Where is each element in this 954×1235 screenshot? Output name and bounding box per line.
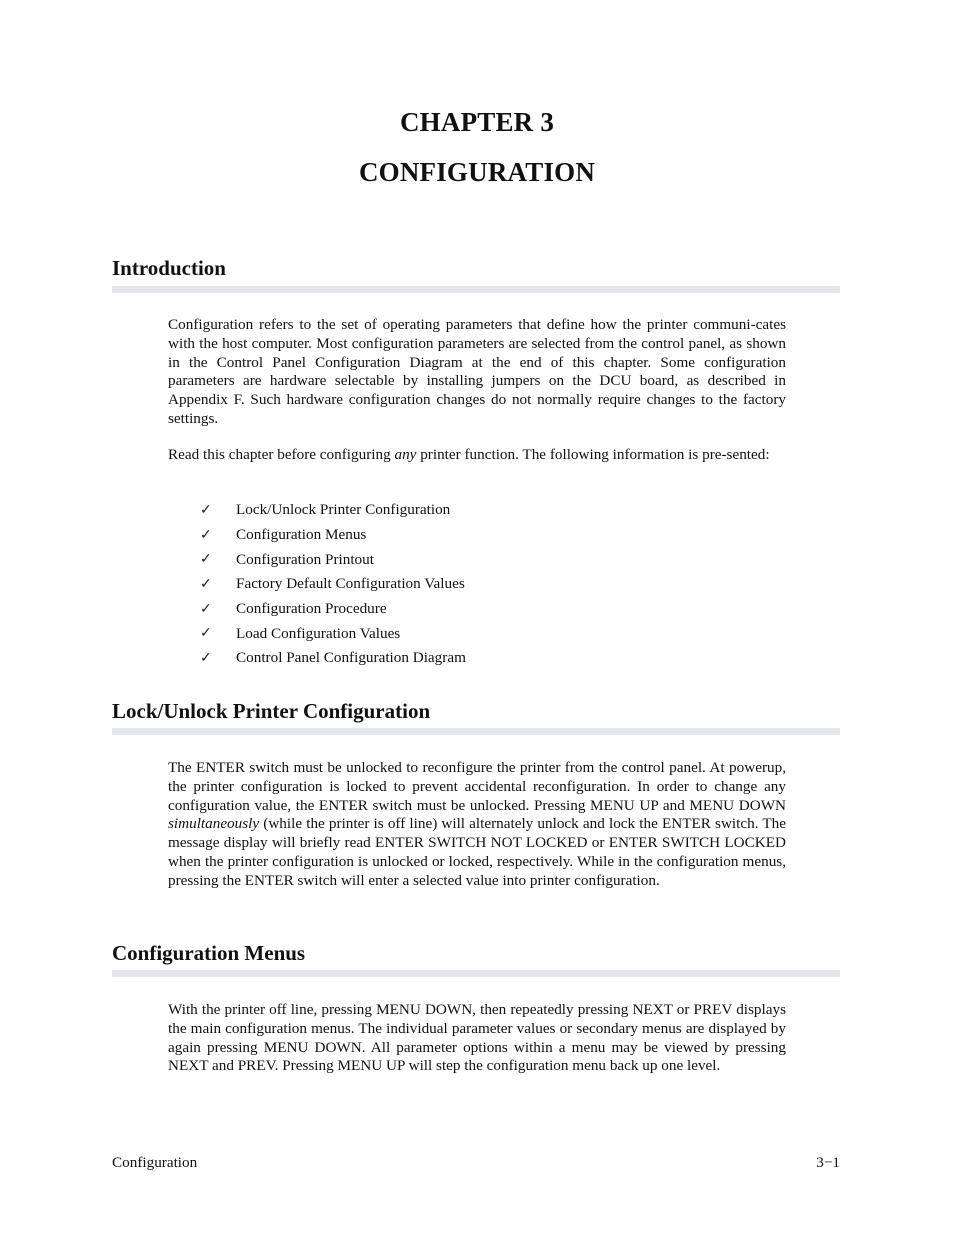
section-rule xyxy=(112,286,840,293)
list-item xyxy=(200,523,466,548)
intro-paragraph-2-start: Read this chapter before configuring xyxy=(168,446,395,463)
list-item-label: Configuration Procedure xyxy=(236,600,387,618)
topic-list xyxy=(200,498,466,671)
lock-unlock-paragraph-end: (while the printer is off line) will alternately unlock and lock the ENTER switch. The message display will briefly read ENTER SWITCH NOT LOCKED or ENTER SWITCH LOCKED when the printer configuration is unlocked or locked, respectively. While in the configuration menus, pressing the ENTER switch will enter a selected value into printer configuration. xyxy=(168,815,786,889)
menus-paragraph: With the printer off line, pressing MENU DOWN, then repeatedly pressing NEXT or PREV displays the main configuration menus. The individual parameter values or secondary menus are displayed by again pressing MENU DOWN. All parameter options within a menu may be viewed by pressing NEXT and PREV. Pressing MENU UP will step the configuration menu back up one level. xyxy=(168,1001,786,1075)
chapter-title: CONFIGURATION xyxy=(358,157,596,187)
footer-section-name: Configuration xyxy=(112,1154,198,1171)
chapter-number: CHAPTER 3 xyxy=(399,107,555,137)
footer-page-number: 3−1 xyxy=(816,1154,840,1171)
list-item xyxy=(200,646,466,671)
check-mark-icon: ✓ xyxy=(200,626,212,642)
list-item xyxy=(200,597,466,622)
section-rule xyxy=(112,728,840,735)
list-item-label: Lock/Unlock Printer Configuration xyxy=(236,501,451,519)
lock-unlock-paragraph-start: The ENTER switch must be unlocked to reconfigure the printer from the control panel. At powerup, the printer configuration is locked to prevent accidental reconfiguration. In order to change any configuration value, the ENTER switch must be unlocked. Pressing MENU UP and MENU DOWN xyxy=(168,759,786,814)
section-heading-introduction: Introduction xyxy=(112,256,226,280)
intro-paragraph-1: Configuration refers to the set of operating parameters that define how the printer communi-cates with the host computer. Most configuration parameters are selected from the control panel, as shown in the Control Panel Configuration Diagram at the end of this chapter. Some configuration parameters are hardware selectable by installing jumpers on the DCU board, as described in Appendix F. Such hardware configuration changes do not normally require changes to the factory settings. xyxy=(168,316,786,427)
list-item-label: Configuration Menus xyxy=(236,526,367,544)
intro-paragraph-2-emphasis: any xyxy=(394,446,417,463)
intro-paragraph-2-end: printer function. The following information is pre-sented: xyxy=(416,446,770,463)
section-heading-lock-unlock: Lock/Unlock Printer Configuration xyxy=(112,699,431,723)
list-item xyxy=(200,621,466,646)
section-rule xyxy=(112,970,840,977)
list-item-label: Control Panel Configuration Diagram xyxy=(236,649,466,667)
check-mark-icon: ✓ xyxy=(200,576,212,592)
section-heading-configuration-menus: Configuration Menus xyxy=(112,941,306,965)
check-mark-icon: ✓ xyxy=(200,527,212,543)
check-mark-icon: ✓ xyxy=(200,502,212,518)
list-item-label: Factory Default Configuration Values xyxy=(236,575,465,593)
list-item xyxy=(200,547,466,572)
check-mark-icon: ✓ xyxy=(200,650,212,666)
list-item xyxy=(200,572,466,597)
intro-paragraph-2 xyxy=(168,446,786,465)
check-mark-icon: ✓ xyxy=(200,601,212,617)
list-item-label: Load Configuration Values xyxy=(236,624,401,642)
list-item-label: Configuration Printout xyxy=(236,550,374,568)
lock-unlock-paragraph-emphasis: simultaneously xyxy=(168,815,260,833)
list-item xyxy=(200,498,466,523)
lock-unlock-paragraph xyxy=(168,759,786,891)
check-mark-icon: ✓ xyxy=(200,552,212,568)
